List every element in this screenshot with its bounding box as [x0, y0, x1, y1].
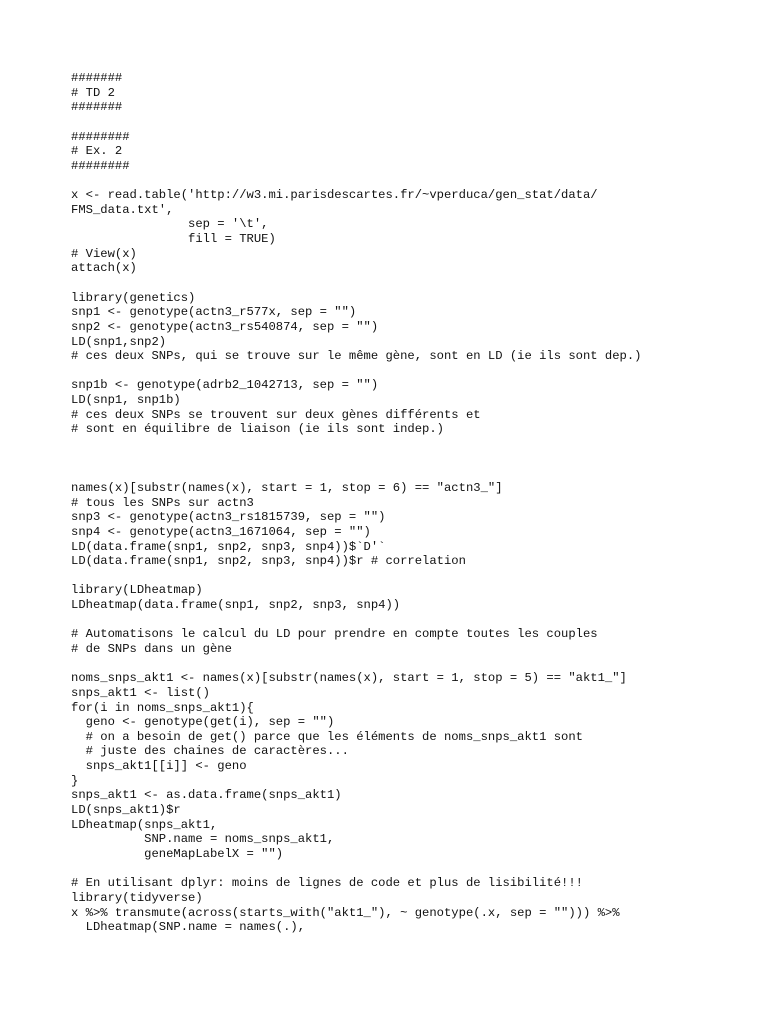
- code-line: LD(snp1,snp2): [71, 334, 167, 349]
- comment-line: # TD 2: [71, 85, 115, 100]
- code-line: LD(data.frame(snp1, snp2, snp3, snp4))$`D'`: [71, 539, 386, 554]
- code-line: [71, 437, 641, 452]
- code-listing: [71, 71, 641, 935]
- code-line: [71, 115, 641, 130]
- code-line: LDheatmap(data.frame(snp1, snp2, snp3, snp4)): [71, 598, 401, 613]
- code-line: fill = TRUE): [71, 232, 276, 247]
- comment-line: # ces deux SNPs, qui se trouve sur le même gène, sont en LD (ie ils sont dep.): [71, 349, 642, 364]
- code-line: [71, 466, 641, 481]
- comment-line: # View(x): [71, 246, 137, 261]
- code-line: x %>% transmute(across(starts_with("akt1_"), ~ genotype(.x, sep = ""))) %>%: [71, 905, 620, 920]
- code-line: LD(snp1, snp1b): [71, 393, 181, 408]
- comment-line: # de SNPs dans un gène: [71, 641, 232, 656]
- comment-line: # juste des chaines de caractères...: [71, 744, 349, 759]
- code-line: snp1b <- genotype(adrb2_1042713, sep = ""): [71, 378, 379, 393]
- code-line: snp3 <- genotype(actn3_rs1815739, sep = ""): [71, 510, 386, 525]
- code-line: sep = '\t',: [71, 217, 269, 232]
- comment-line: # sont en équilibre de liaison (ie ils sont indep.): [71, 422, 444, 437]
- code-line: snp4 <- genotype(actn3_1671064, sep = ""): [71, 524, 371, 539]
- code-line: snps_akt1 <- as.data.frame(snps_akt1): [71, 788, 342, 803]
- comment-line: # ces deux SNPs se trouvent sur deux gènes différents et: [71, 407, 481, 422]
- code-line: LDheatmap(snps_akt1,: [71, 817, 218, 832]
- code-line: library(LDheatmap): [71, 583, 203, 598]
- code-line: attach(x): [71, 261, 137, 276]
- comment-line: #######: [71, 71, 123, 85]
- code-line: noms_snps_akt1 <- names(x)[substr(names(x), start = 1, stop = 5) == "akt1_"]: [71, 671, 627, 686]
- code-line: library(tidyverse): [71, 890, 203, 905]
- code-line: FMS_data.txt',: [71, 202, 174, 217]
- comment-line: # Ex. 2: [71, 144, 123, 159]
- comment-line: ########: [71, 129, 130, 144]
- comment-line: ########: [71, 158, 130, 173]
- code-line: snps_akt1[[i]] <- geno: [71, 759, 247, 774]
- code-line: SNP.name = noms_snps_akt1,: [71, 832, 335, 847]
- code-line: [71, 657, 641, 672]
- code-line: snp2 <- genotype(actn3_rs540874, sep = ""): [71, 319, 379, 334]
- code-line: x <- read.table('http://w3.mi.parisdescartes.fr/~vperduca/gen_stat/data/: [71, 188, 598, 203]
- code-line: [71, 364, 641, 379]
- code-line: [71, 862, 641, 877]
- code-line: geneMapLabelX = ""): [71, 846, 284, 861]
- comment-line: # Automatisons le calcul du LD pour prendre en compte toutes les couples: [71, 627, 598, 642]
- code-line: LD(data.frame(snp1, snp2, snp3, snp4))$r # correlation: [71, 554, 466, 569]
- code-line: LD(snps_akt1)$r: [71, 803, 181, 818]
- code-line: [71, 276, 641, 291]
- comment-line: # tous les SNPs sur actn3: [71, 495, 254, 510]
- code-line: [71, 452, 641, 467]
- code-line: [71, 173, 641, 188]
- code-line: for(i in noms_snps_akt1){: [71, 700, 254, 715]
- code-line: }: [71, 773, 79, 788]
- code-line: names(x)[substr(names(x), start = 1, stop = 6) == "actn3_"]: [71, 480, 503, 495]
- code-line: [71, 613, 641, 628]
- code-line: LDheatmap(SNP.name = names(.),: [71, 920, 306, 935]
- comment-line: #######: [71, 100, 123, 115]
- comment-line: # on a besoin de get() parce que les éléments de noms_snps_akt1 sont: [71, 729, 583, 744]
- code-line: geno <- genotype(get(i), sep = ""): [71, 715, 335, 730]
- code-line: snp1 <- genotype(actn3_r577x, sep = ""): [71, 305, 357, 320]
- code-line: [71, 569, 641, 584]
- code-line: snps_akt1 <- list(): [71, 685, 210, 700]
- code-line: library(genetics): [71, 290, 196, 305]
- comment-line: # En utilisant dplyr: moins de lignes de code et plus de lisibilité!!!: [71, 876, 583, 891]
